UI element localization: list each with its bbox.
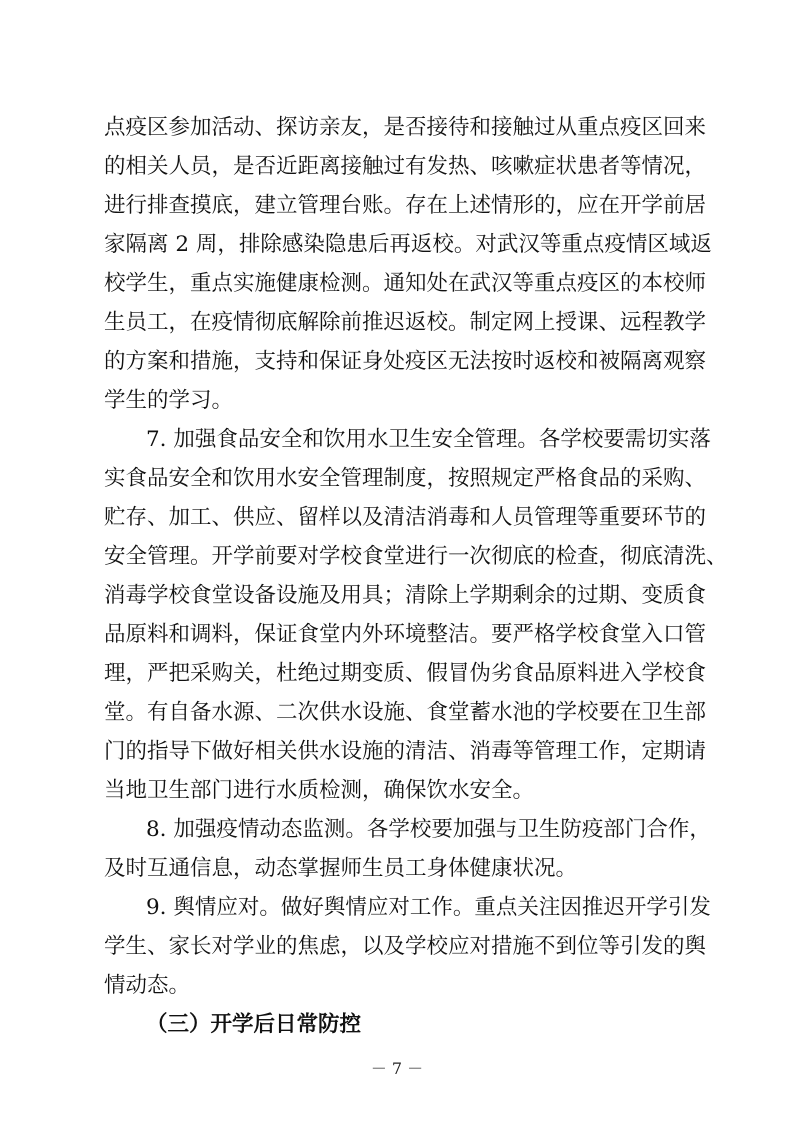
text-line-22: 学生、家长对学业的焦虑，以及学校应对措施不到位等引发的舆 (104, 934, 707, 959)
item-9-first-line: 9. 舆情应对。做好舆情应对工作。重点关注因推迟开学引发 (146, 895, 711, 920)
text-line-5: 校学生，重点实施健康检测。通知处在武汉等重点疫区的本校师 (104, 271, 707, 296)
text-line-11: 贮存、加工、供应、留样以及清洁消毒和人员管理等重要环节的 (104, 505, 707, 530)
text-line-1: 点疫区参加活动、探访亲友，是否接待和接触过从重点疫区回来 (104, 115, 707, 140)
text-line-14: 品原料和调料，保证食堂内外环境整洁。要严格学校食堂入口管 (104, 622, 707, 647)
text-line-17: 门的指导下做好相关供水设施的清洁、消毒等管理工作，定期请 (104, 739, 707, 764)
text-line-10: 实食品安全和饮用水安全管理制度，按照规定严格食品的采购、 (104, 466, 707, 491)
text-line-6: 生员工，在疫情彻底解除前推迟返校。制定网上授课、远程教学 (104, 310, 707, 335)
text-line-16: 堂。有自备水源、二次供水设施、食堂蓄水池的学校要在卫生部 (104, 700, 707, 725)
text-line-2: 的相关人员，是否近距离接触过有发热、咳嗽症状患者等情况， (104, 154, 707, 179)
item-8-first-line: 8. 加强疫情动态监测。各学校要加强与卫生防疫部门合作， (146, 817, 711, 842)
text-line-3: 进行排查摸底，建立管理台账。存在上述情形的，应在开学前居 (104, 193, 707, 218)
text-line-8: 学生的学习。 (104, 388, 234, 413)
text-line-12: 安全管理。开学前要对学校食堂进行一次彻底的检查，彻底清洗、 (104, 544, 728, 569)
text-line-7: 的方案和措施，支持和保证身处疫区无法按时返校和被隔离观察 (104, 349, 707, 374)
text-line-15: 理，严把采购关，杜绝过期变质、假冒伪劣食品原料进入学校食 (104, 661, 707, 686)
text-line-4: 家隔离 2 周，排除感染隐患后再返校。对武汉等重点疫情区域返 (104, 232, 712, 257)
text-line-20: 及时互通信息，动态掌握师生员工身体健康状况。 (104, 856, 578, 881)
section-heading: （三）开学后日常防控 (146, 1012, 362, 1037)
text-line-23: 情动态。 (104, 973, 191, 998)
text-line-18: 当地卫生部门进行水质检测，确保饮水安全。 (104, 778, 535, 803)
text-line-13: 消毒学校食堂设备设施及用具；清除上学期剩余的过期、变质食 (104, 583, 707, 608)
page-number: － 7 － (370, 1059, 424, 1078)
item-7-first-line: 7. 加强食品安全和饮用水卫生安全管理。各学校要需切实落 (146, 427, 711, 452)
